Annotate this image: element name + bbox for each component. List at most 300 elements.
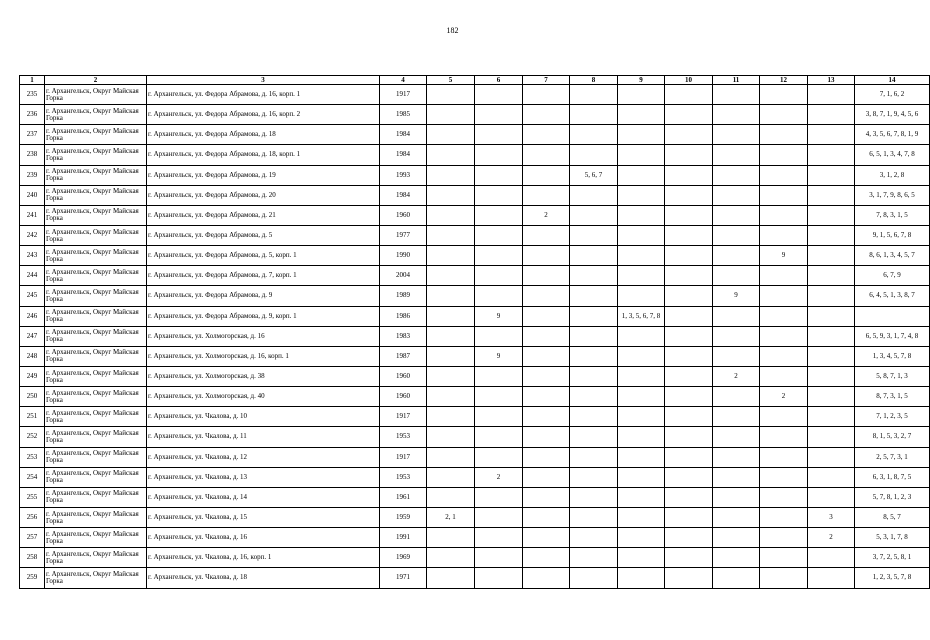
col9-cell	[618, 507, 665, 527]
col11-cell	[713, 528, 760, 548]
col5-cell	[427, 266, 475, 286]
address-cell: г. Архангельск, ул. Федора Абрамова, д. 20	[147, 185, 380, 205]
column-header: 5	[427, 76, 475, 85]
table-row	[20, 105, 930, 125]
row-number-cell: 248	[20, 346, 45, 366]
row-number-cell: 236	[20, 105, 45, 125]
address-cell: г. Архангельск, ул. Чкалова, д. 18	[147, 568, 380, 588]
col5-cell	[427, 467, 475, 487]
col8-cell	[570, 548, 618, 568]
address-cell: г. Архангельск, ул. Холмогорская, д. 40	[147, 387, 380, 407]
col8-cell	[570, 246, 618, 266]
table-row	[20, 507, 930, 527]
col7-cell	[523, 528, 570, 548]
district-cell: г. Архангельск, Округ Майская Горка	[45, 165, 147, 185]
column-header: 2	[45, 76, 147, 85]
col10-cell	[665, 507, 713, 527]
col11-cell	[713, 125, 760, 145]
table-row	[20, 246, 930, 266]
address-cell: г. Архангельск, ул. Федора Абрамова, д. 9	[147, 286, 380, 306]
address-cell: г. Архангельск, ул. Федора Абрамова, д. 16, корп. 1	[147, 85, 380, 105]
address-cell: г. Архангельск, ул. Холмогорская, д. 16, корп. 1	[147, 346, 380, 366]
col6-cell	[475, 568, 523, 588]
district-cell: г. Архангельск, Округ Майская Горка	[45, 145, 147, 165]
col11-cell	[713, 427, 760, 447]
table-row	[20, 185, 930, 205]
col13-cell	[808, 366, 855, 386]
col10-cell	[665, 407, 713, 427]
column-header: 3	[147, 76, 380, 85]
col14-cell: 7, 1, 2, 3, 5	[855, 407, 930, 427]
col9-cell	[618, 447, 665, 467]
col12-cell	[760, 185, 808, 205]
address-cell: г. Архангельск, ул. Чкалова, д. 10	[147, 407, 380, 427]
col6-cell	[475, 105, 523, 125]
col12-cell	[760, 568, 808, 588]
col11-cell	[713, 548, 760, 568]
col5-cell	[427, 125, 475, 145]
col11-cell	[713, 105, 760, 125]
row-number-cell: 252	[20, 427, 45, 447]
row-number-cell: 249	[20, 366, 45, 386]
col5-cell	[427, 548, 475, 568]
district-cell: г. Архангельск, Округ Майская Горка	[45, 346, 147, 366]
col5-cell	[427, 407, 475, 427]
col5-cell	[427, 85, 475, 105]
col5-cell	[427, 306, 475, 326]
district-cell: г. Архангельск, Округ Майская Горка	[45, 507, 147, 527]
col13-cell	[808, 165, 855, 185]
col12-cell	[760, 447, 808, 467]
district-cell: г. Архангельск, Округ Майская Горка	[45, 85, 147, 105]
col14-cell: 8, 7, 3, 1, 5	[855, 387, 930, 407]
col6-cell	[475, 487, 523, 507]
address-cell: г. Архангельск, ул. Чкалова, д. 16, корп. 1	[147, 548, 380, 568]
row-number-cell: 258	[20, 548, 45, 568]
col6-cell	[475, 286, 523, 306]
address-cell: г. Архангельск, ул. Федора Абрамова, д. 21	[147, 205, 380, 225]
col9-cell	[618, 105, 665, 125]
col11-cell	[713, 185, 760, 205]
col8-cell	[570, 286, 618, 306]
col14-cell: 6, 4, 5, 1, 3, 8, 7	[855, 286, 930, 306]
col8-cell	[570, 467, 618, 487]
year-cell: 2004	[380, 266, 427, 286]
col14-cell: 5, 7, 8, 1, 2, 3	[855, 487, 930, 507]
district-cell: г. Архангельск, Округ Майская Горка	[45, 447, 147, 467]
col9-cell	[618, 467, 665, 487]
col9-cell	[618, 286, 665, 306]
col11-cell	[713, 326, 760, 346]
district-cell: г. Архангельск, Округ Майская Горка	[45, 185, 147, 205]
col6-cell	[475, 266, 523, 286]
col7-cell	[523, 447, 570, 467]
table-row	[20, 548, 930, 568]
year-cell: 1917	[380, 447, 427, 467]
col9-cell	[618, 346, 665, 366]
table-row	[20, 346, 930, 366]
table-row	[20, 266, 930, 286]
col5-cell	[427, 205, 475, 225]
col8-cell	[570, 387, 618, 407]
col6-cell	[475, 447, 523, 467]
row-number-cell: 245	[20, 286, 45, 306]
col12-cell	[760, 507, 808, 527]
table-row	[20, 205, 930, 225]
col10-cell	[665, 185, 713, 205]
col7-cell	[523, 125, 570, 145]
col13-cell	[808, 266, 855, 286]
col10-cell	[665, 427, 713, 447]
table-row	[20, 165, 930, 185]
col10-cell	[665, 205, 713, 225]
col5-cell: 2, 1	[427, 507, 475, 527]
col5-cell	[427, 387, 475, 407]
year-cell: 1990	[380, 246, 427, 266]
col11-cell	[713, 85, 760, 105]
col6-cell: 2	[475, 467, 523, 487]
year-cell: 1960	[380, 366, 427, 386]
col13-cell	[808, 246, 855, 266]
col8-cell	[570, 185, 618, 205]
table-row	[20, 286, 930, 306]
col12-cell	[760, 487, 808, 507]
year-cell: 1986	[380, 306, 427, 326]
district-cell: г. Архангельск, Округ Майская Горка	[45, 306, 147, 326]
col12-cell	[760, 326, 808, 346]
row-number-cell: 253	[20, 447, 45, 467]
col7-cell	[523, 105, 570, 125]
col14-cell: 6, 7, 9	[855, 266, 930, 286]
address-cell: г. Архангельск, ул. Чкалова, д. 13	[147, 467, 380, 487]
col13-cell	[808, 568, 855, 588]
col10-cell	[665, 548, 713, 568]
col14-cell: 5, 8, 7, 1, 3	[855, 366, 930, 386]
col8-cell: 5, 6, 7	[570, 165, 618, 185]
column-header: 8	[570, 76, 618, 85]
col9-cell	[618, 205, 665, 225]
address-cell: г. Архангельск, ул. Федора Абрамова, д. 7, корп. 1	[147, 266, 380, 286]
col5-cell	[427, 145, 475, 165]
col14-cell: 8, 6, 1, 3, 4, 5, 7	[855, 246, 930, 266]
col8-cell	[570, 306, 618, 326]
row-number-cell: 247	[20, 326, 45, 346]
address-cell: г. Архангельск, ул. Федора Абрамова, д. 16, корп. 2	[147, 105, 380, 125]
address-cell: г. Архангельск, ул. Федора Абрамова, д. 5, корп. 1	[147, 246, 380, 266]
col7-cell	[523, 266, 570, 286]
col10-cell	[665, 125, 713, 145]
col9-cell	[618, 387, 665, 407]
row-number-cell: 246	[20, 306, 45, 326]
col11-cell	[713, 165, 760, 185]
col9-cell	[618, 85, 665, 105]
row-number-cell: 243	[20, 246, 45, 266]
col14-cell: 8, 1, 5, 3, 2, 7	[855, 427, 930, 447]
col9-cell	[618, 246, 665, 266]
col5-cell	[427, 447, 475, 467]
table-row	[20, 326, 930, 346]
col10-cell	[665, 326, 713, 346]
col6-cell	[475, 548, 523, 568]
col11-cell: 9	[713, 286, 760, 306]
col8-cell	[570, 407, 618, 427]
col6-cell	[475, 225, 523, 245]
col14-cell: 7, 1, 6, 2	[855, 85, 930, 105]
year-cell: 1960	[380, 387, 427, 407]
col9-cell	[618, 185, 665, 205]
col13-cell	[808, 346, 855, 366]
col10-cell	[665, 286, 713, 306]
year-cell: 1959	[380, 507, 427, 527]
year-cell: 1969	[380, 548, 427, 568]
col8-cell	[570, 528, 618, 548]
col14-cell: 6, 5, 9, 3, 1, 7, 4, 8	[855, 326, 930, 346]
col13-cell	[808, 286, 855, 306]
col9-cell	[618, 125, 665, 145]
col5-cell	[427, 528, 475, 548]
col8-cell	[570, 507, 618, 527]
row-number-cell: 251	[20, 407, 45, 427]
district-cell: г. Архангельск, Округ Майская Горка	[45, 387, 147, 407]
col13-cell: 2	[808, 528, 855, 548]
col11-cell	[713, 145, 760, 165]
address-cell: г. Архангельск, ул. Федора Абрамова, д. 18, корп. 1	[147, 145, 380, 165]
col5-cell	[427, 246, 475, 266]
col10-cell	[665, 306, 713, 326]
col5-cell	[427, 487, 475, 507]
col12-cell	[760, 165, 808, 185]
col12-cell	[760, 407, 808, 427]
col13-cell	[808, 145, 855, 165]
col11-cell	[713, 246, 760, 266]
col10-cell	[665, 568, 713, 588]
row-number-cell: 250	[20, 387, 45, 407]
col13-cell	[808, 487, 855, 507]
table-row	[20, 467, 930, 487]
table-row	[20, 366, 930, 386]
row-number-cell: 239	[20, 165, 45, 185]
col12-cell	[760, 125, 808, 145]
col12-cell: 2	[760, 387, 808, 407]
col9-cell	[618, 407, 665, 427]
col5-cell	[427, 427, 475, 447]
column-header: 4	[380, 76, 427, 85]
col6-cell	[475, 145, 523, 165]
col7-cell	[523, 165, 570, 185]
col13-cell	[808, 205, 855, 225]
year-cell: 1977	[380, 225, 427, 245]
col11-cell	[713, 205, 760, 225]
col14-cell: 4, 3, 5, 6, 7, 8, 1, 9	[855, 125, 930, 145]
year-cell: 1971	[380, 568, 427, 588]
col10-cell	[665, 225, 713, 245]
col8-cell	[570, 366, 618, 386]
col12-cell	[760, 225, 808, 245]
col7-cell	[523, 145, 570, 165]
col7-cell	[523, 387, 570, 407]
col7-cell	[523, 548, 570, 568]
col13-cell	[808, 105, 855, 125]
col13-cell	[808, 548, 855, 568]
col7-cell	[523, 568, 570, 588]
col6-cell: 9	[475, 346, 523, 366]
row-number-cell: 254	[20, 467, 45, 487]
year-cell: 1985	[380, 105, 427, 125]
col9-cell	[618, 326, 665, 346]
district-cell: г. Архангельск, Округ Майская Горка	[45, 548, 147, 568]
address-cell: г. Архангельск, ул. Чкалова, д. 11	[147, 427, 380, 447]
table-row	[20, 427, 930, 447]
col7-cell	[523, 306, 570, 326]
col14-cell: 3, 1, 7, 9, 8, 6, 5	[855, 185, 930, 205]
district-cell: г. Архангельск, Округ Майская Горка	[45, 105, 147, 125]
row-number-cell: 237	[20, 125, 45, 145]
table-row	[20, 387, 930, 407]
col11-cell	[713, 568, 760, 588]
col10-cell	[665, 467, 713, 487]
year-cell: 1984	[380, 125, 427, 145]
col7-cell: 2	[523, 205, 570, 225]
col14-cell: 2, 5, 7, 3, 1	[855, 447, 930, 467]
column-header: 14	[855, 76, 930, 85]
address-cell: г. Архангельск, ул. Федора Абрамова, д. 5	[147, 225, 380, 245]
row-number-cell: 244	[20, 266, 45, 286]
district-cell: г. Архангельск, Округ Майская Горка	[45, 205, 147, 225]
col8-cell	[570, 326, 618, 346]
address-cell: г. Архангельск, ул. Холмогорская, д. 38	[147, 366, 380, 386]
column-header: 9	[618, 76, 665, 85]
col6-cell	[475, 387, 523, 407]
col13-cell	[808, 85, 855, 105]
col7-cell	[523, 467, 570, 487]
col14-cell: 6, 3, 1, 8, 7, 5	[855, 467, 930, 487]
row-number-cell: 255	[20, 487, 45, 507]
col13-cell	[808, 326, 855, 346]
col9-cell	[618, 568, 665, 588]
page-number: 182	[446, 26, 459, 35]
col6-cell	[475, 246, 523, 266]
column-header: 10	[665, 76, 713, 85]
district-cell: г. Архангельск, Округ Майская Горка	[45, 487, 147, 507]
col5-cell	[427, 165, 475, 185]
col8-cell	[570, 205, 618, 225]
district-cell: г. Архангельск, Округ Майская Горка	[45, 366, 147, 386]
col9-cell	[618, 165, 665, 185]
col7-cell	[523, 366, 570, 386]
col8-cell	[570, 145, 618, 165]
col7-cell	[523, 487, 570, 507]
col13-cell	[808, 467, 855, 487]
col13-cell	[808, 427, 855, 447]
district-cell: г. Архангельск, Округ Майская Горка	[45, 125, 147, 145]
address-cell: г. Архангельск, ул. Чкалова, д. 15	[147, 507, 380, 527]
district-cell: г. Архангельск, Округ Майская Горка	[45, 326, 147, 346]
district-cell: г. Архангельск, Округ Майская Горка	[45, 427, 147, 447]
col8-cell	[570, 447, 618, 467]
col10-cell	[665, 85, 713, 105]
year-cell: 1953	[380, 467, 427, 487]
address-cell: г. Архангельск, ул. Чкалова, д. 14	[147, 487, 380, 507]
col9-cell	[618, 528, 665, 548]
col8-cell	[570, 105, 618, 125]
data-table	[19, 75, 930, 589]
col14-cell: 3, 1, 2, 8	[855, 165, 930, 185]
col12-cell	[760, 528, 808, 548]
col8-cell	[570, 487, 618, 507]
year-cell: 1991	[380, 528, 427, 548]
district-cell: г. Архангельск, Округ Майская Горка	[45, 225, 147, 245]
col6-cell	[475, 205, 523, 225]
year-cell: 1984	[380, 145, 427, 165]
col10-cell	[665, 145, 713, 165]
row-number-cell: 242	[20, 225, 45, 245]
col5-cell	[427, 105, 475, 125]
col11-cell	[713, 447, 760, 467]
col8-cell	[570, 225, 618, 245]
col14-cell: 1, 2, 3, 5, 7, 8	[855, 568, 930, 588]
column-header: 1	[20, 76, 45, 85]
col10-cell	[665, 447, 713, 467]
col8-cell	[570, 266, 618, 286]
col14-cell: 3, 7, 2, 5, 8, 1	[855, 548, 930, 568]
col6-cell	[475, 507, 523, 527]
col9-cell	[618, 225, 665, 245]
col14-cell: 9, 1, 5, 6, 7, 8	[855, 225, 930, 245]
col6-cell	[475, 185, 523, 205]
col9-cell	[618, 548, 665, 568]
col14-cell: 6, 5, 1, 3, 4, 7, 8	[855, 145, 930, 165]
col6-cell	[475, 528, 523, 548]
year-cell: 1917	[380, 407, 427, 427]
col7-cell	[523, 326, 570, 346]
col6-cell	[475, 427, 523, 447]
col12-cell: 9	[760, 246, 808, 266]
address-cell: г. Архангельск, ул. Федора Абрамова, д. 19	[147, 165, 380, 185]
col9-cell	[618, 427, 665, 447]
col12-cell	[760, 306, 808, 326]
row-number-cell: 257	[20, 528, 45, 548]
col7-cell	[523, 225, 570, 245]
col8-cell	[570, 568, 618, 588]
col13-cell	[808, 447, 855, 467]
table-row	[20, 528, 930, 548]
col13-cell	[808, 387, 855, 407]
col14-cell: 3, 8, 7, 1, 9, 4, 5, 6	[855, 105, 930, 125]
col6-cell: 9	[475, 306, 523, 326]
col11-cell	[713, 346, 760, 366]
year-cell: 1953	[380, 427, 427, 447]
col11-cell	[713, 507, 760, 527]
col10-cell	[665, 366, 713, 386]
col6-cell	[475, 407, 523, 427]
table-row	[20, 306, 930, 326]
address-cell: г. Архангельск, ул. Федора Абрамова, д. 9, корп. 1	[147, 306, 380, 326]
year-cell: 1961	[380, 487, 427, 507]
row-number-cell: 240	[20, 185, 45, 205]
col5-cell	[427, 346, 475, 366]
col12-cell	[760, 286, 808, 306]
row-number-cell: 241	[20, 205, 45, 225]
col14-cell	[855, 306, 930, 326]
address-cell: г. Архангельск, ул. Чкалова, д. 16	[147, 528, 380, 548]
col8-cell	[570, 427, 618, 447]
year-cell: 1960	[380, 205, 427, 225]
col5-cell	[427, 326, 475, 346]
column-header: 13	[808, 76, 855, 85]
year-cell: 1989	[380, 286, 427, 306]
table-row	[20, 407, 930, 427]
year-cell: 1984	[380, 185, 427, 205]
